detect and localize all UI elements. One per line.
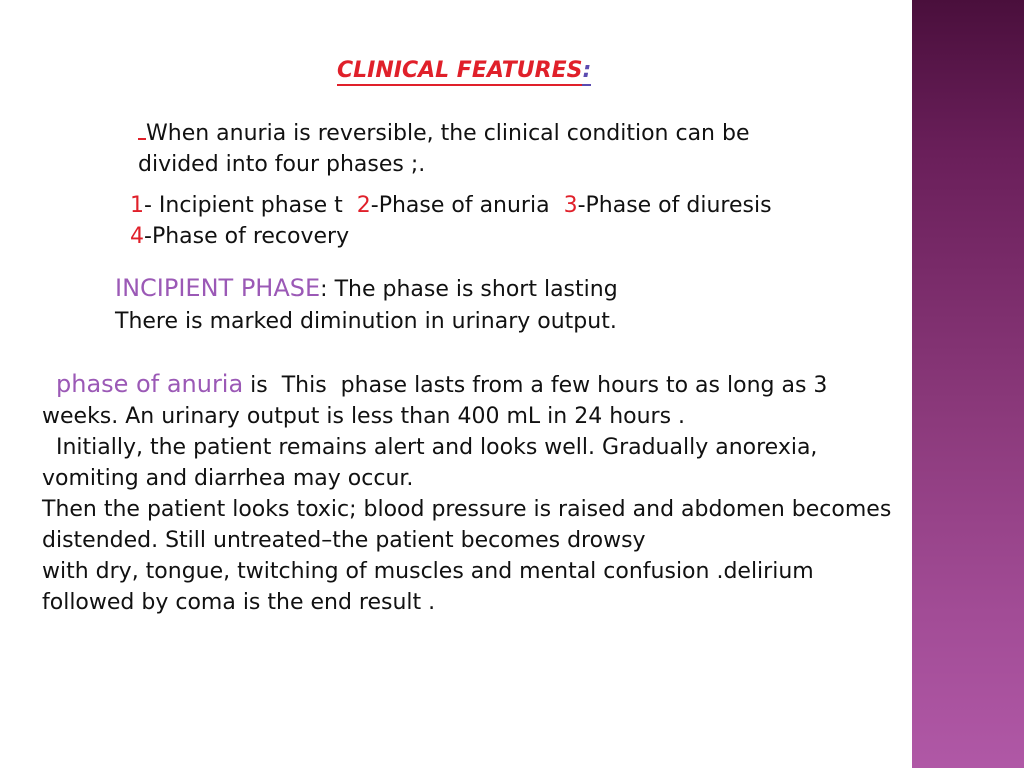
underline-mark [138, 118, 146, 140]
decorative-sidebar [912, 0, 1024, 768]
incipient-text: : The phase is short lasting [320, 277, 618, 302]
anuria-text: is This phase lasts from a few hours to as long as 3 [243, 373, 828, 398]
phase-label-1: - Incipient phase t [144, 193, 357, 218]
anuria-line-6: distended. Still untreated–the patient becomes drowsy [42, 528, 646, 553]
anuria-line-1 [42, 369, 922, 401]
anuria-line-5: Then the patient looks toxic; blood pressure is raised and abdomen becomes [42, 497, 892, 522]
incipient-line-2: There is marked diminution in urinary output. [115, 309, 617, 334]
anuria-line-7: with dry, tongue, twitching of muscles and mental confusion .delirium [42, 559, 814, 584]
phase-number-4: 4 [130, 224, 144, 249]
phase-number-1: 1 [130, 193, 144, 218]
intro-line-2: divided into four phases ;. [138, 152, 426, 177]
intro-paragraph [138, 118, 858, 180]
phase-list [130, 190, 772, 252]
title-colon: : [582, 58, 591, 86]
incipient-heading: INCIPIENT PHASE [115, 274, 321, 302]
phase-number-3: 3 [563, 193, 578, 218]
phase-label-2: -Phase of anuria [370, 193, 564, 218]
anuria-line-3: Initially, the patient remains alert and looks well. Gradually anorexia, [42, 435, 818, 460]
anuria-line-4: vomiting and diarrhea may occur. [42, 466, 414, 491]
anuria-line-8: followed by coma is the end result . [42, 590, 436, 615]
phase-label-4: -Phase of recovery [144, 224, 350, 249]
phase-label-3: -Phase of diuresis [577, 193, 772, 218]
anuria-phase-section [42, 369, 922, 618]
phase-number-2: 2 [356, 193, 371, 218]
intro-line-1: When anuria is reversible, the clinical condition can be [146, 121, 750, 146]
anuria-line-2: weeks. An urinary output is less than 400 mL in 24 hours . [42, 404, 686, 429]
slide-title [337, 56, 591, 86]
title-text: CLINICAL FEATURES [337, 58, 582, 86]
anuria-heading: phase of anuria [56, 370, 244, 398]
incipient-phase-section [115, 272, 618, 338]
